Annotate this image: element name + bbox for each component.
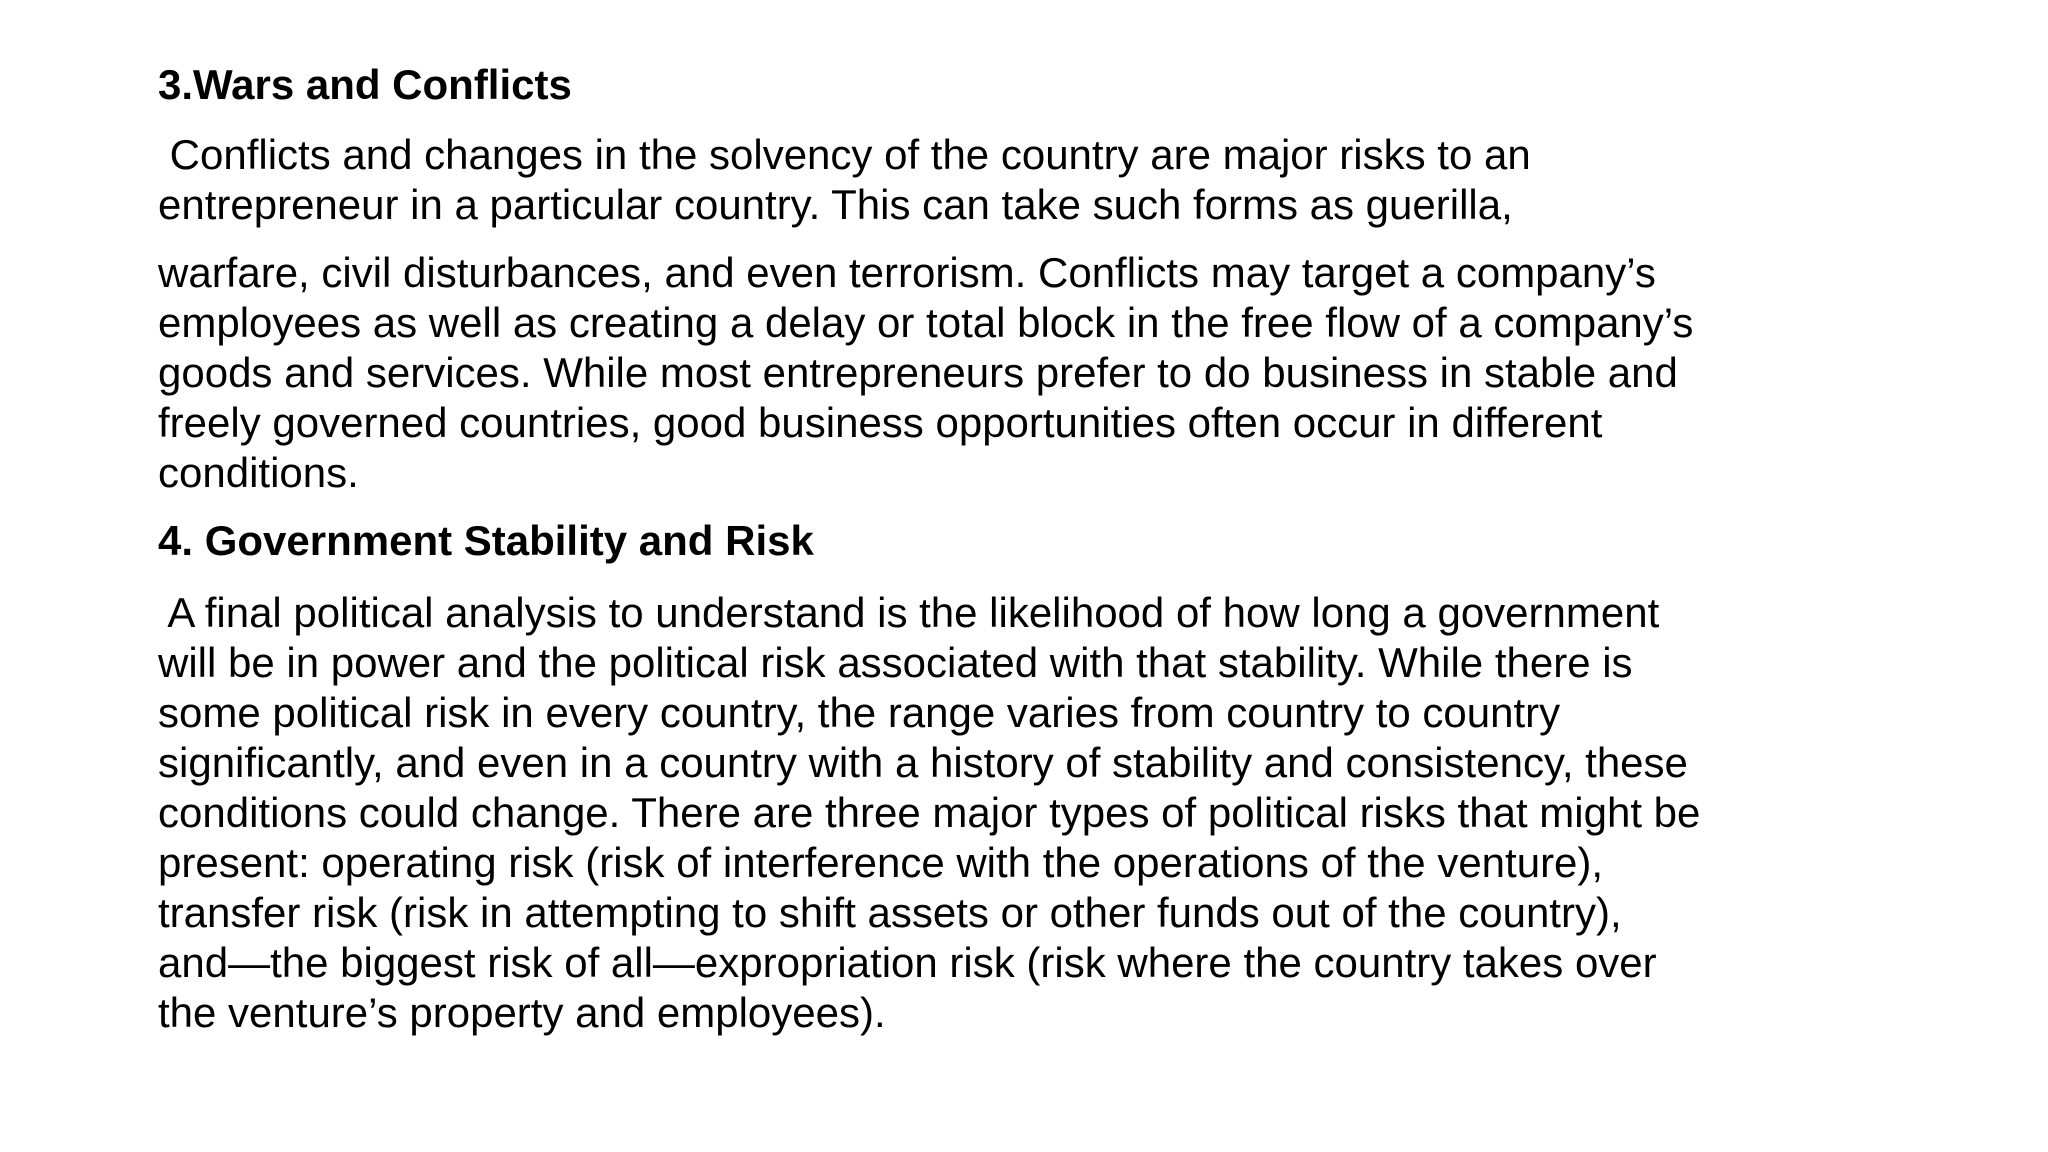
text-line: transfer risk (risk in attempting to shift assets or other funds out of the country),: [158, 889, 1622, 936]
text-line: significantly, and even in a country with a history of stability and consistency, these: [158, 739, 1688, 786]
text-line: warfare, civil disturbances, and even terrorism. Conflicts may target a company’s: [158, 249, 1656, 296]
text-line: entrepreneur in a particular country. This can take such forms as guerilla,: [158, 181, 1513, 228]
text-line: employees as well as creating a delay or total block in the free flow of a company’s: [158, 299, 1694, 346]
text-line: and—the biggest risk of all—expropriation risk (risk where the country takes over: [158, 939, 1657, 986]
text-line: goods and services. While most entrepreneurs prefer to do business in stable and: [158, 349, 1678, 396]
text-line: present: operating risk (risk of interference with the operations of the venture),: [158, 839, 1604, 886]
section-heading-wars-and-conflicts: 3.Wars and Conflicts: [158, 61, 572, 108]
text-line: will be in power and the political risk associated with that stability. While there is: [158, 639, 1633, 686]
text-line: some political risk in every country, the range varies from country to country: [158, 689, 1561, 736]
text-line: A final political analysis to understand is the likelihood of how long a government: [158, 589, 1660, 636]
text-line: freely governed countries, good business opportunities often occur in different: [158, 399, 1603, 446]
paragraph-conflicts-intro: [158, 130, 1918, 230]
text-line: conditions.: [158, 449, 359, 496]
text-line: conditions could change. There are three major types of political risks that might be: [158, 789, 1701, 836]
slide-content: [158, 60, 1918, 1038]
text-line: the venture’s property and employees).: [158, 989, 886, 1036]
paragraph-conflicts-detail: [158, 248, 1918, 498]
section-heading-government-stability: 4. Government Stability and Risk: [158, 517, 814, 564]
text-line: Conflicts and changes in the solvency of the country are major risks to an: [158, 131, 1531, 178]
paragraph-government-stability: [158, 588, 1918, 1038]
